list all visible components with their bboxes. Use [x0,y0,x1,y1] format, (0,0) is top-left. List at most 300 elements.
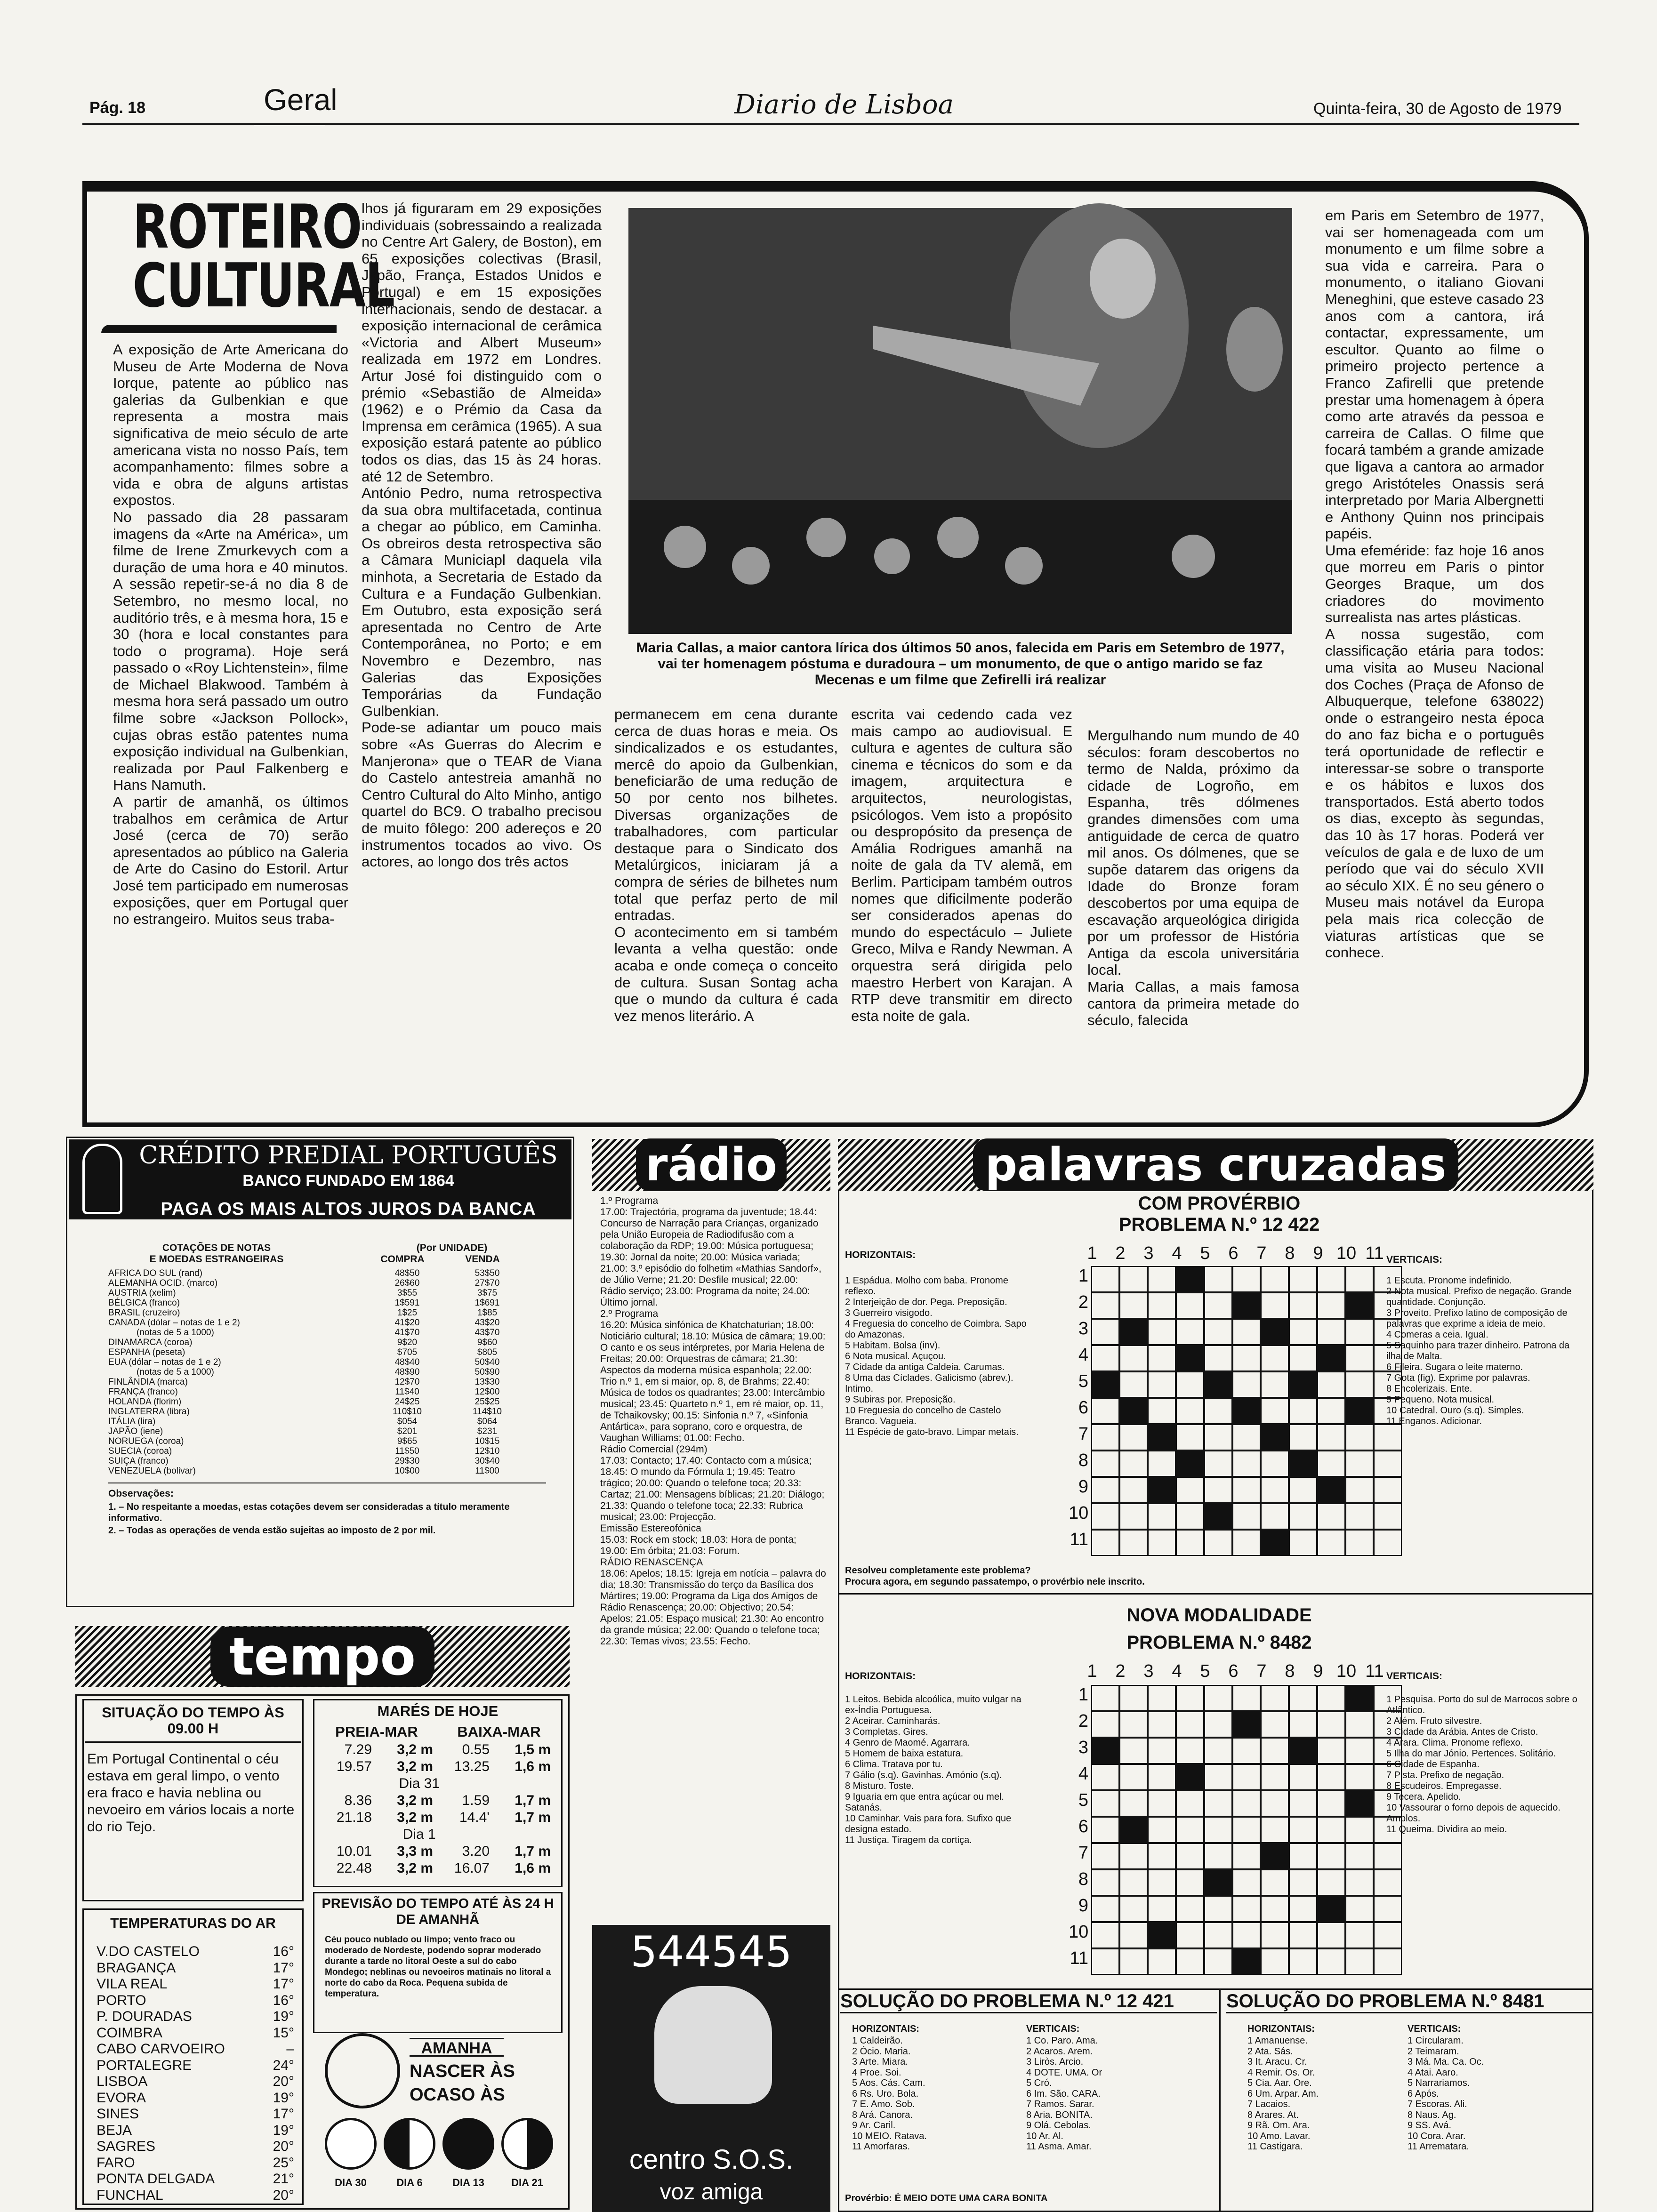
crossword-cell[interactable] [1345,1530,1374,1556]
rate-row [108,1298,532,1308]
rates-table [108,1268,532,1476]
crossword-cell[interactable] [1176,1424,1204,1451]
obs-2: 2. – Todas as operações de venda estão sujeitas ao imposto de 2 por mil. [108,1525,436,1536]
crossword-cell[interactable] [1148,1371,1176,1398]
crossword-cell[interactable] [1317,1948,1345,1975]
crossword-cell[interactable] [1091,1424,1119,1451]
rate-row [108,1338,532,1347]
rate-sell: 12$00 [475,1387,500,1397]
crossword-cell[interactable] [1119,1869,1148,1896]
p1-title-2: PROBLEMA N.º 12 422 [1118,1214,1320,1235]
crossword-cell[interactable] [1317,1319,1345,1345]
crossword-cell[interactable] [1345,1869,1374,1896]
crossword-cell[interactable] [1317,1896,1345,1922]
crossword-cell[interactable] [1317,1345,1345,1371]
crossword-cell[interactable] [1289,1817,1317,1843]
crossword-cell[interactable] [1148,1896,1176,1922]
temperature-row [97,1993,294,2009]
crossword-cell[interactable] [1345,1922,1374,1948]
crossword-cell[interactable] [1289,1685,1317,1711]
crossword-cell[interactable] [1119,1817,1148,1843]
crossword-cell[interactable] [1345,1711,1374,1738]
station-name: CABO CARVOEIRO [97,2041,225,2057]
crossword-cell[interactable] [1119,1738,1148,1764]
crossword-cell[interactable] [1232,1398,1261,1424]
crossword-cell[interactable] [1204,1345,1232,1371]
crossword-cell[interactable] [1374,1424,1402,1451]
column-number: 5 [1200,1243,1210,1263]
temperature-row [97,1944,294,1960]
crossword-cell[interactable] [1119,1922,1148,1948]
crossword-cell[interactable] [1204,1922,1232,1948]
crossword-cell[interactable] [1148,1398,1176,1424]
crossword-cell[interactable] [1148,1345,1176,1371]
crossword-cell[interactable] [1317,1711,1345,1738]
crossword-cell[interactable] [1261,1345,1289,1371]
p1-verticais: 1 Escuta. Pronome indefinido. 2 Nota musical. Prefixo de negação. Grande quantidade. Conjunção. 3 Proveito. Prefixo latino de composição de palavras que exprime a ideia de meio. 4 Comeras a ceia. Igual. 5 Saquinho para trazer dinheiro. Patrona da ilha de Malta. 6 Fileira. Sugara o leite materno. 7 Gota (fig). Exprime por palavras. 8 Encolerizais. Ente. 9 Pequeno. Nota musical. 10 Catedral. Ouro (s.q). Simples. 11 Enganos. Adicionar. [1386,1275,1572,1427]
crossword-cell[interactable] [1317,1764,1345,1790]
crossword-cell[interactable] [1119,1685,1148,1711]
crossword-cell[interactable] [1091,1790,1119,1817]
crossword-cell[interactable] [1204,1711,1232,1738]
crossword-cell[interactable] [1374,1948,1402,1975]
crossword-cell[interactable] [1091,1398,1119,1424]
rate-currency: DINAMARCA (coroa) [108,1338,193,1347]
crossword-cell[interactable] [1176,1738,1204,1764]
crossword-cell[interactable] [1317,1371,1345,1398]
crossword-cell[interactable] [1289,1948,1317,1975]
crossword-cell[interactable] [1232,1451,1261,1477]
crossword-cell[interactable] [1148,1292,1176,1319]
crossword-cell[interactable] [1148,1451,1176,1477]
crossword-cell[interactable] [1261,1843,1289,1869]
crossword-cell[interactable] [1119,1451,1148,1477]
crossword-cell[interactable] [1119,1319,1148,1345]
crossword-cell[interactable] [1317,1292,1345,1319]
crossword-cell[interactable] [1091,1451,1119,1477]
rate-buy: 1$591 [394,1298,420,1308]
crossword-cell[interactable] [1176,1922,1204,1948]
crossword-cell[interactable] [1204,1319,1232,1345]
crossword-cell[interactable] [1204,1817,1232,1843]
crossword-cell[interactable] [1204,1685,1232,1711]
temperature-row [97,2106,294,2123]
crossword-cell[interactable] [1091,1319,1119,1345]
crossword-cell[interactable] [1345,1477,1374,1503]
station-name: PORTALEGRE [97,2057,192,2073]
crossword-cell[interactable] [1148,1764,1176,1790]
crossword-cell[interactable] [1176,1764,1204,1790]
crossword-cell[interactable] [1091,1948,1119,1975]
tide-cell: 8.36 [344,1793,372,1808]
crossword-cell[interactable] [1176,1292,1204,1319]
crossword-cell[interactable] [1317,1477,1345,1503]
crossword-cell[interactable] [1317,1451,1345,1477]
station-temp: 16° [273,1944,294,1959]
crossword-cell[interactable] [1261,1738,1289,1764]
rate-row [108,1377,532,1387]
crossword-cell[interactable] [1091,1738,1119,1764]
crossword-cell[interactable] [1289,1764,1317,1790]
temperature-row [97,2123,294,2139]
crossword-cell[interactable] [1317,1685,1345,1711]
crossword-cell[interactable] [1345,1948,1374,1975]
crossword-cell[interactable] [1176,1398,1204,1424]
ocaso-label: OCASO ÀS [410,2085,505,2105]
crossword-cell[interactable] [1289,1738,1317,1764]
crossword-cell[interactable] [1204,1266,1232,1292]
crossword-cell[interactable] [1261,1266,1289,1292]
crossword-cell[interactable] [1345,1292,1374,1319]
header-rule [82,123,1579,125]
row-number: 10 [1069,1922,1089,1942]
crossword-cell[interactable] [1374,1503,1402,1530]
crossword-cell[interactable] [1091,1371,1119,1398]
crossword-cell[interactable] [1289,1451,1317,1477]
crossword-cell[interactable] [1091,1843,1119,1869]
moon-phase-icon [384,2118,435,2170]
crossword-cell[interactable] [1317,1869,1345,1896]
crossword-cell[interactable] [1261,1371,1289,1398]
crossword-cell[interactable] [1232,1319,1261,1345]
crossword-cell[interactable] [1091,1345,1119,1371]
crossword-cell[interactable] [1148,1685,1176,1711]
crossword-cell[interactable] [1261,1503,1289,1530]
tide-cell [325,1775,353,1792]
row-number: 3 [1078,1319,1088,1338]
crossword-cell[interactable] [1119,1345,1148,1371]
crossword-cell[interactable] [1345,1398,1374,1424]
crossword-cell[interactable] [1148,1817,1176,1843]
crossword-cell[interactable] [1119,1896,1148,1922]
crossword-cell[interactable] [1261,1711,1289,1738]
p2-column-numbers [1078,1661,1408,1682]
crossword-cell[interactable] [1317,1503,1345,1530]
rate-row [108,1308,532,1318]
crossword-cell[interactable] [1289,1266,1317,1292]
crossword-cell[interactable] [1261,1530,1289,1556]
crossword-cell[interactable] [1374,1869,1402,1896]
tide-cell: 3,3 m [397,1843,433,1859]
crossword-cell[interactable] [1261,1948,1289,1975]
crossword-cell[interactable] [1261,1398,1289,1424]
crossword-cell[interactable] [1232,1530,1261,1556]
crossword-cell[interactable] [1345,1451,1374,1477]
station-temp: 20° [273,2187,294,2203]
crossword-cell[interactable] [1317,1424,1345,1451]
crossword-cell[interactable] [1261,1319,1289,1345]
crossword-cell[interactable] [1204,1738,1232,1764]
crossword-cell[interactable] [1232,1896,1261,1922]
crossword-cell[interactable] [1232,1948,1261,1975]
row-number: 6 [1078,1398,1088,1418]
crossword-cell[interactable] [1204,1477,1232,1503]
crossword-cell[interactable] [1317,1843,1345,1869]
crossword-cell[interactable] [1345,1266,1374,1292]
crossword-cell[interactable] [1204,1503,1232,1530]
crossword-cell[interactable] [1345,1424,1374,1451]
crossword-cell[interactable] [1091,1817,1119,1843]
crossword-cell[interactable] [1345,1738,1374,1764]
previsao-text: Céu pouco nublado ou limpo; vento fraco ou moderado de Nordeste, podendo soprar moderado durante a tarde no litoral Oeste a sul do cabo Mondego; neblinas ou nevoeiros matinais no litoral a norte do cabo da Roca. Pequena subida de temperatura. [325,1935,551,1999]
crossword-cell[interactable] [1345,1371,1374,1398]
crossword-cell[interactable] [1119,1530,1148,1556]
radio-title: rádio [636,1138,787,1191]
rate-currency: EUA (dólar – notas de 1 e 2) [108,1357,221,1367]
rate-buy: 1$25 [397,1308,418,1318]
crossword-cell[interactable] [1176,1371,1204,1398]
crossword-cell[interactable] [1091,1530,1119,1556]
crossword-cell[interactable] [1289,1922,1317,1948]
crossword-cell[interactable] [1204,1451,1232,1477]
crossword-cell[interactable] [1119,1292,1148,1319]
crossword-cell[interactable] [1289,1398,1317,1424]
crossword-cell[interactable] [1261,1896,1289,1922]
crossword-cell[interactable] [1289,1371,1317,1398]
crossword-cell[interactable] [1148,1790,1176,1817]
row-number: 2 [1078,1711,1088,1731]
mares-table [325,1741,555,1877]
crossword-cell[interactable] [1176,1869,1204,1896]
tide-cell: 19.57 [336,1759,372,1774]
crossword-cell[interactable] [1317,1790,1345,1817]
bank-name: CRÉDITO PREDIAL PORTUGUÊS [139,1141,558,1170]
crossword-cell[interactable] [1261,1869,1289,1896]
crossword-cell[interactable] [1232,1790,1261,1817]
crossword-cell[interactable] [1176,1711,1204,1738]
rate-buy: 12$70 [394,1377,420,1387]
crossword-cell[interactable] [1204,1948,1232,1975]
article-column-5: Mergulhando num mundo de 40 séculos: foram descobertos no termo de Nalda, próximo da cidade de Logroño, em Espanha, três dólmenes grandes dimensões com uma antiguidade de cerca de quatro mil anos. Os dólmenes, que se supõe datarem das origens da Idade do Bronze foram descobertos por uma equipa de escavação arqueológica dirigida por um professor de História Antiga da escola universitária local. Maria Callas, a mais famosa cantora da primeira metade do século, falecida [1087,727,1299,1029]
rate-sell: 13$30 [475,1377,500,1387]
radio-schedule: 1.º Programa 17.00: Trajectória, programa da juventude; 18.44: Concurso de Narração para Crianças, organizado pela União Europeia de Radiodifusão com a colaboração da RDP; 19.00: Música portuguesa; 19.30: Jornal da noite; 20.00: Música variada; 21.00: 3.º episódio do folhetim «Mathias Sandorf», de Júlio Verne; 21.20: Desfile musical; 22.00: Rádio serviço; 23.00: Programa da noite; 24.00: Último jornal. 2.º Programa 16.20: Música sinfónica de Khatchaturian; 18.00: Noticiário cultural; 18.10: Música de câmara; 19.00: O canto e os seus intérpretes, por Maria Helena de Freitas; 20.00: Orquestras de câmara; 21.30: Aspectos da moderna música espanhola; 22.00: Trio n.º 1, em si maior, op. 8, de Brahms; 22.40: Música de todos os quadrantes; 23.00: Intercâmbio musical; 23.45: Quarteto n.º 1, em ré maior, op. 11, de Tchaikovsky; 00.15: Sinfonia n.º 7, «Sinfonia Antártica», para soprano, coro e orquestra, de Vaughan Williams; 01.00: Fecho. Rádio Comercial (294m) 17.03: Contacto; 17.40: Contacto com a música; 18.45: O mundo da Fórmula 1; 19.45: Teatro trágico; 20.00: Quando o telefone toca; 20.33: Cartaz; 21.00: Mensagens bíblicas; 21.20: Diálogo; 21.33: Quando o telefone toca; 22.33: Rubrica musical; 23.00: Projecção. Emissão Estereofónica 15.03: Rock em stock; 18.03: Hora de ponta; 19.00: Em órbita; 21.03: Forum. RÁDIO RENASCENÇA 18.06: Apelos; 18.15: Igreja em notícia – palavra do dia; 18.30: Transmissão do terço da Basílica dos Mártires; 19.00: Programa da Liga dos Amigos de Rádio Renascença; 20.00: Objectivo; 20.54: Apelos; 21.05: Espaço musical; 21.30: Ao encontro da grande música; 22.00: Quando o telefone toca; 22.30: Temas vivos; 23.55: Fecho. [600,1195,826,1647]
crossword-cell[interactable] [1317,1922,1345,1948]
crossword-cell[interactable] [1176,1817,1204,1843]
crossword-cell[interactable] [1119,1948,1148,1975]
column-number: 8 [1285,1661,1295,1681]
baixa-mar-header: BAIXA-MAR [457,1723,541,1740]
crossword-cell[interactable] [1345,1685,1374,1711]
crossword-cell[interactable] [1345,1896,1374,1922]
crossword-cell[interactable] [1374,1451,1402,1477]
crossword-cell[interactable] [1289,1319,1317,1345]
crossword-cell[interactable] [1091,1711,1119,1738]
crossword-cell[interactable] [1091,1869,1119,1896]
col-header-buy: COMPRA [380,1254,425,1265]
crossword-cell[interactable] [1204,1896,1232,1922]
crossword-cell[interactable] [1148,1869,1176,1896]
crossword-cell[interactable] [1232,1738,1261,1764]
crossword-cell[interactable] [1317,1530,1345,1556]
crossword-cell[interactable] [1289,1530,1317,1556]
crossword-cell[interactable] [1204,1764,1232,1790]
column-number: 2 [1115,1661,1126,1681]
crossword-cell[interactable] [1261,1764,1289,1790]
crossword-cell[interactable] [1204,1530,1232,1556]
tide-cell: 1,7 m [515,1843,551,1859]
crossword-cell[interactable] [1374,1896,1402,1922]
crossword-cell[interactable] [1374,1477,1402,1503]
crossword-cell[interactable] [1176,1266,1204,1292]
station-name: BEJA [97,2122,132,2138]
crossword-cell[interactable] [1289,1711,1317,1738]
crossword-cell[interactable] [1289,1292,1317,1319]
crossword-cell[interactable] [1289,1790,1317,1817]
crossword-cell[interactable] [1148,1922,1176,1948]
crossword-cell[interactable] [1232,1817,1261,1843]
crossword-cell[interactable] [1119,1790,1148,1817]
crossword-cell[interactable] [1289,1424,1317,1451]
crossword-cell[interactable] [1148,1503,1176,1530]
column-number: 9 [1313,1661,1323,1681]
sol2-title: SOLUÇÃO DO PROBLEMA N.º 8481 [1226,1991,1593,2013]
crossword-cell[interactable] [1119,1424,1148,1451]
crossword-cell[interactable] [1204,1843,1232,1869]
crossword-cell[interactable] [1204,1869,1232,1896]
crossword-cell[interactable] [1345,1843,1374,1869]
crossword-cell[interactable] [1374,1843,1402,1869]
telephone-hand-icon [654,1986,772,2104]
crossword-cell[interactable] [1204,1398,1232,1424]
crossword-cell[interactable] [1091,1922,1119,1948]
crossword-cell[interactable] [1232,1764,1261,1790]
crossword-grid-1[interactable] [1069,1266,1402,1556]
row-number: 4 [1078,1345,1088,1365]
crossword-cell[interactable] [1176,1790,1204,1817]
crossword-cell[interactable] [1232,1869,1261,1896]
crossword-cell[interactable] [1232,1922,1261,1948]
crossword-cell[interactable] [1261,1817,1289,1843]
crossword-cell[interactable] [1232,1477,1261,1503]
crossword-cell[interactable] [1176,1685,1204,1711]
crossword-cell[interactable] [1148,1738,1176,1764]
crossword-cell[interactable] [1148,1711,1176,1738]
crossword-cell[interactable] [1345,1817,1374,1843]
crossword-cell[interactable] [1289,1503,1317,1530]
crossword-cell[interactable] [1374,1530,1402,1556]
crossword-cell[interactable] [1289,1477,1317,1503]
temperature-row [97,2188,294,2204]
crossword-cell[interactable] [1232,1424,1261,1451]
crossword-cell[interactable] [1204,1790,1232,1817]
moon-phase-label: DIA 13 [452,2177,484,2188]
crossword-cell[interactable] [1232,1685,1261,1711]
crossword-cell[interactable] [1176,1319,1204,1345]
crossword-cell[interactable] [1289,1869,1317,1896]
crossword-cell[interactable] [1317,1738,1345,1764]
crossword-cell[interactable] [1289,1843,1317,1869]
temperature-row [97,1960,294,1977]
crossword-cell[interactable] [1345,1319,1374,1345]
crossword-cell[interactable] [1232,1503,1261,1530]
crossword-cell[interactable] [1176,1503,1204,1530]
crossword-cell[interactable] [1148,1319,1176,1345]
row-number: 8 [1078,1869,1088,1889]
crossword-cell[interactable] [1119,1266,1148,1292]
crossword-cell[interactable] [1176,1477,1204,1503]
crossword-cell[interactable] [1176,1345,1204,1371]
crossword-cell[interactable] [1232,1266,1261,1292]
crossword-cell[interactable] [1091,1266,1119,1292]
crossword-cell[interactable] [1261,1790,1289,1817]
crossword-cell[interactable] [1232,1843,1261,1869]
crossword-cell[interactable] [1176,1843,1204,1869]
crossword-cell[interactable] [1119,1477,1148,1503]
rate-row [108,1436,532,1446]
crossword-cell[interactable] [1119,1398,1148,1424]
crossword-cell[interactable] [1261,1685,1289,1711]
crossword-cell[interactable] [1374,1922,1402,1948]
article-column-1: A exposição de Arte Americana do Museu de Arte Moderna de Nova Iorque, patente ao público nas galerias da Gulbenkian e que representa a mostra mais significativa de meio século de arte americana vista no nosso País, tem acompanhamento: filmes sobre a vida e obra de alguns artistas expostos. No passado dia 28 passaram imagens da «Arte na América», um filme de Irene Zmurkevych com a duração de uma hora e 40 minutos. A sessão repetir-se-á no dia 8 de Setembro, no mesmo local, no auditório três, e à mesma hora, 15 e 30 (hora e local constantes para todo o programa). Hoje será passado o «Roy Lichtenstein», filme de Michael Blakwood. Também à mesma hora será passado um outro filme sobre «Jackson Pollock», cujas obras estão patentes numa exposição individual na Gulbenkian, realizada por Paul Falkenberg e Hans Namuth. A partir de amanhã, os últimos trabalhos em cerâmica de Artur José (cerca de 70) serão apresentados ao público na Galeria de Arte do Casino do Estoril. Artur José tem participado em numerosas exposições, quer em Portugal quer no estrangeiro. Muitos seus traba- [113,341,348,928]
crossword-cell[interactable] [1289,1896,1317,1922]
crossword-cell[interactable] [1317,1266,1345,1292]
crossword-cell[interactable] [1261,1451,1289,1477]
crossword-cell[interactable] [1091,1477,1119,1503]
crossword-cell[interactable] [1148,1477,1176,1503]
crossword-cell[interactable] [1317,1817,1345,1843]
crossword-cell[interactable] [1091,1685,1119,1711]
crossword-cell[interactable] [1091,1292,1119,1319]
crossword-cell[interactable] [1289,1345,1317,1371]
crossword-cell[interactable] [1261,1424,1289,1451]
crossword-cell[interactable] [1345,1345,1374,1371]
palavras-title: palavras cruzadas [973,1138,1458,1191]
crossword-cell[interactable] [1148,1948,1176,1975]
crossword-cell[interactable] [1204,1292,1232,1319]
crossword-cell[interactable] [1176,1451,1204,1477]
crossword-cell[interactable] [1119,1764,1148,1790]
crossword-grid-2[interactable] [1069,1685,1402,1975]
crossword-cell[interactable] [1176,1896,1204,1922]
p1-horizontais-label: HORIZONTAIS: [845,1250,916,1260]
crossword-cell[interactable] [1345,1503,1374,1530]
crossword-cell[interactable] [1204,1371,1232,1398]
crossword-cell[interactable] [1232,1371,1261,1398]
crossword-cell[interactable] [1091,1896,1119,1922]
crossword-cell[interactable] [1345,1764,1374,1790]
crossword-cell[interactable] [1232,1345,1261,1371]
crossword-cell[interactable] [1091,1503,1119,1530]
crossword-cell[interactable] [1176,1530,1204,1556]
column-number: 7 [1256,1661,1267,1681]
crossword-cell[interactable] [1317,1398,1345,1424]
column-number: 1 [1087,1243,1097,1263]
crossword-cell[interactable] [1091,1764,1119,1790]
crossword-cell[interactable] [1148,1530,1176,1556]
crossword-cell[interactable] [1345,1790,1374,1817]
crossword-cell[interactable] [1119,1371,1148,1398]
crossword-cell[interactable] [1232,1711,1261,1738]
tide-cell: 1,6 m [515,1759,551,1774]
crossword-cell[interactable] [1148,1843,1176,1869]
crossword-cell[interactable] [1176,1948,1204,1975]
crossword-cell[interactable] [1204,1424,1232,1451]
tide-cell: 3,2 m [397,1793,433,1808]
p1-column-numbers [1078,1243,1408,1264]
crossword-cell[interactable] [1232,1292,1261,1319]
rate-currency: BRASIL (cruzeiro) [108,1308,180,1318]
temperature-row [97,2041,294,2058]
crossword-cell[interactable] [1119,1711,1148,1738]
crossword-cell[interactable] [1119,1843,1148,1869]
crossword-cell[interactable] [1119,1503,1148,1530]
crossword-cell[interactable] [1261,1922,1289,1948]
tide-cell [486,1826,519,1843]
crossword-cell[interactable] [1261,1292,1289,1319]
crossword-cell[interactable] [1148,1266,1176,1292]
crossword-cell[interactable] [1261,1477,1289,1503]
crossword-cell[interactable] [1148,1424,1176,1451]
